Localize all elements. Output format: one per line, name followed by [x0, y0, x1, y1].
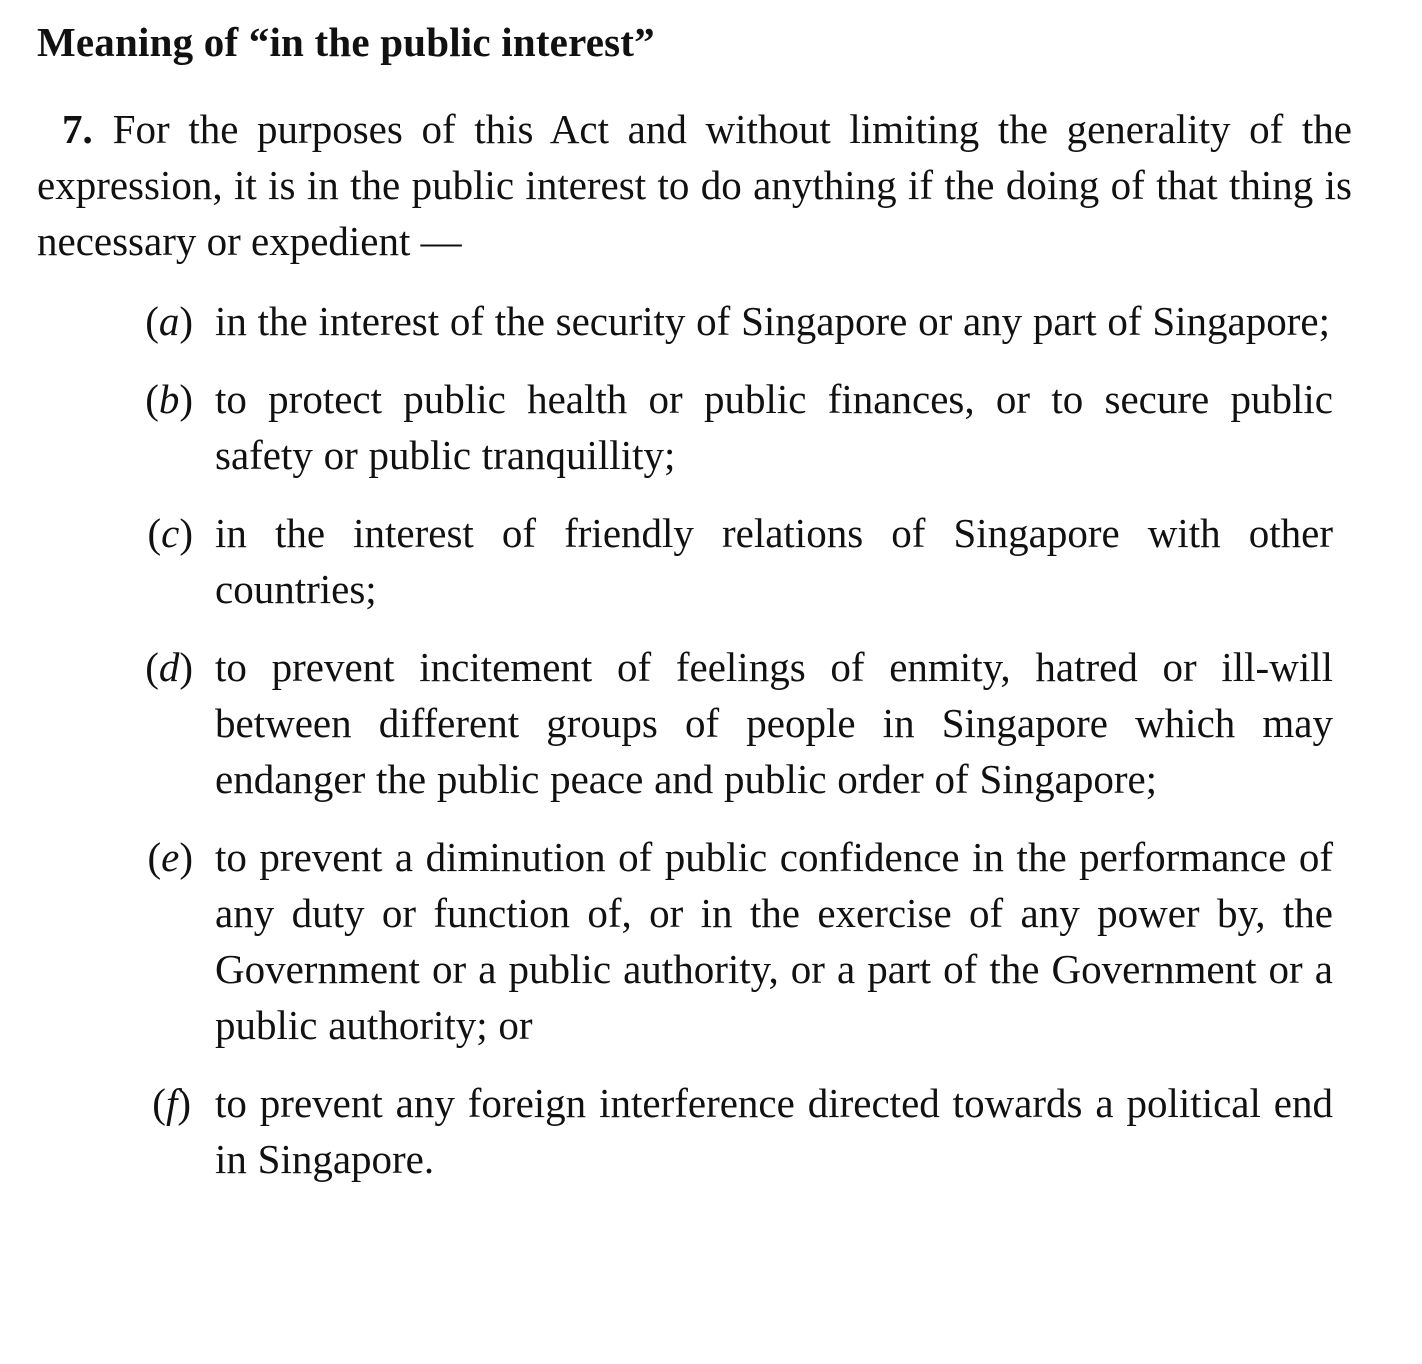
paragraph-label-open: (	[145, 644, 159, 690]
paragraph-label-letter: f	[165, 1080, 178, 1126]
paragraph-label-b	[37, 371, 215, 427]
paragraph-text-b: to protect public health or public finances, or to secure public safety or public tranquillity;	[215, 376, 1333, 478]
section-number: 7.	[62, 106, 93, 152]
paragraph-text-f: to prevent any foreign interference directed towards a political end in Singapore.	[215, 1080, 1333, 1182]
paragraph-b	[37, 371, 1352, 483]
paragraph-text-c: in the interest of friendly relations of Singapore with other countries;	[215, 510, 1333, 612]
paragraph-label-letter: c	[161, 510, 180, 556]
paragraph-e	[37, 829, 1352, 1053]
paragraph-label-close: )	[179, 298, 193, 344]
paragraph-label-letter: d	[158, 644, 180, 690]
paragraph-label-f	[37, 1075, 215, 1131]
paragraph-text-a: in the interest of the security of Singapore or any part of Singapore;	[215, 298, 1330, 344]
paragraph-label-open: (	[147, 510, 162, 556]
paragraph-label-d	[37, 639, 215, 695]
paragraph-label-letter: b	[158, 376, 180, 422]
paragraph-label-open: (	[145, 298, 159, 344]
section-7	[37, 101, 1352, 269]
paragraph-label-a	[37, 293, 215, 349]
paragraph-a	[37, 293, 1352, 349]
paragraph-d	[37, 639, 1352, 807]
paragraph-c	[37, 505, 1352, 617]
paragraph-label-close: )	[179, 510, 193, 556]
paragraph-label-open: (	[152, 1080, 166, 1126]
paragraph-label-open: (	[145, 376, 159, 422]
paragraph-label-letter: a	[158, 298, 180, 344]
paragraph-text-e: to prevent a diminution of public confidence in the performance of any duty or function of, or in the exercise of any power by, the Government or a public authority, or a part of the Government or a public authority; or	[215, 834, 1333, 1048]
paragraph-label-letter: e	[161, 834, 180, 880]
paragraph-f	[37, 1075, 1352, 1187]
paragraph-text-d: to prevent incitement of feelings of enmity, hatred or ill-will between different groups of people in Singapore which may endanger the public peace and public order of Singapore;	[215, 644, 1333, 802]
paragraph-label-e	[37, 829, 215, 885]
paragraph-label-close: )	[179, 834, 193, 880]
section-intro: For the purposes of this Act and without limiting the generality of the expression, it is in the public interest to do anything if the doing of that thing is necessary or expedient —	[37, 106, 1352, 264]
section-paragraph-list	[37, 293, 1352, 1187]
paragraph-label-open: (	[147, 834, 162, 880]
paragraph-label-c	[37, 505, 215, 561]
paragraph-label-close: )	[179, 376, 193, 422]
paragraph-label-close: )	[179, 644, 193, 690]
paragraph-label-close: )	[177, 1080, 191, 1126]
section-title: Meaning of “in the public interest”	[37, 19, 655, 65]
